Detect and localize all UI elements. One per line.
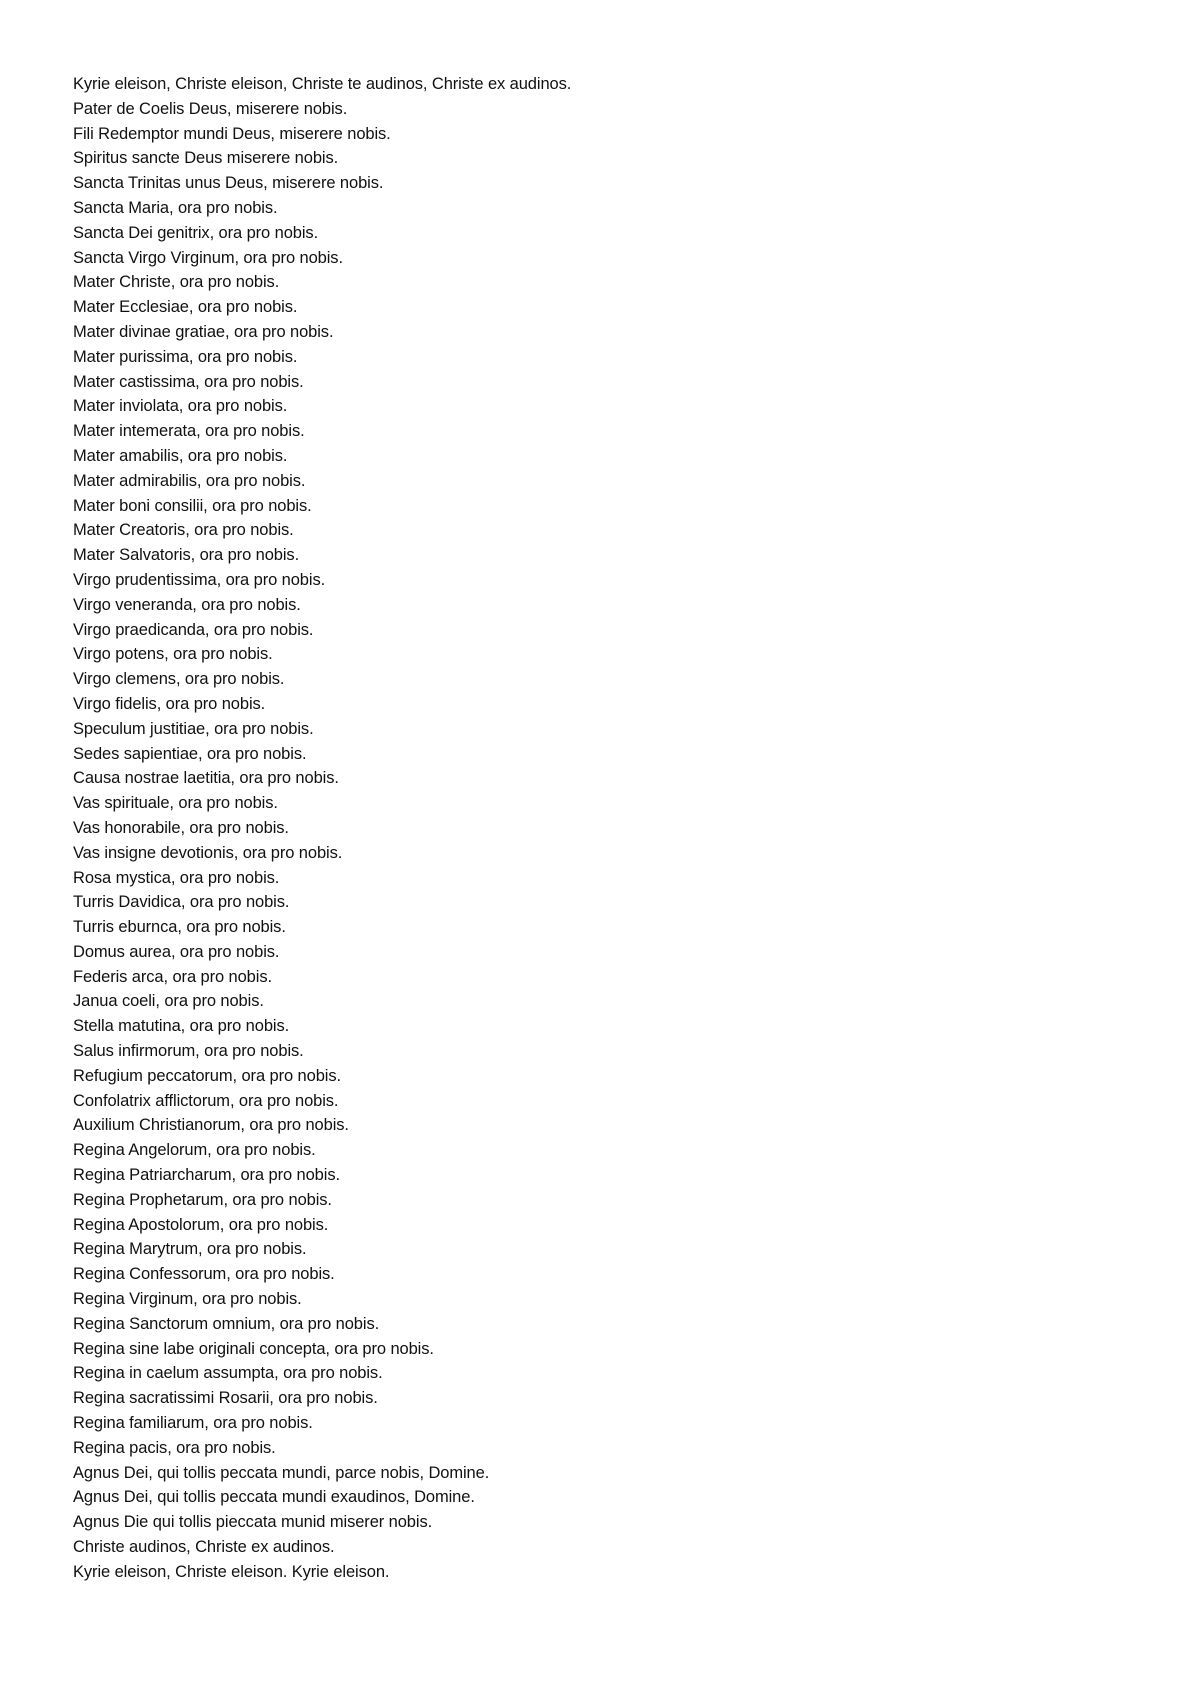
text-line: Stella matutina, ora pro nobis. — [73, 1017, 290, 1036]
text-line: Regina Confessorum, ora pro nobis. — [73, 1265, 335, 1284]
text-line: Virgo clemens, ora pro nobis. — [73, 670, 285, 689]
text-line: Virgo veneranda, ora pro nobis. — [73, 595, 301, 614]
text-line: Domus aurea, ora pro nobis. — [73, 942, 280, 961]
text-line: Regina Apostolorum, ora pro nobis. — [73, 1215, 329, 1234]
text-line: Mater purissima, ora pro nobis. — [73, 347, 298, 366]
text-line: Regina sine labe originali concepta, ora pro nobis. — [73, 1339, 434, 1358]
text-line: Sedes sapientiae, ora pro nobis. — [73, 744, 307, 763]
text-line: Vas spirituale, ora pro nobis. — [73, 794, 278, 813]
text-line: Agnus Dei, qui tollis peccata mundi exaudinos, Domine. — [73, 1488, 475, 1507]
text-line: Turris eburnca, ora pro nobis. — [73, 918, 286, 937]
text-line: Fili Redemptor mundi Deus, miserere nobis. — [73, 124, 391, 143]
text-line: Regina in caelum assumpta, ora pro nobis. — [73, 1364, 383, 1383]
text-line: Virgo prudentissima, ora pro nobis. — [73, 570, 326, 589]
text-line: Virgo fidelis, ora pro nobis. — [73, 694, 266, 713]
text-line: Spiritus sancte Deus miserere nobis. — [73, 149, 339, 168]
text-line: Vas honorabile, ora pro nobis. — [73, 818, 289, 837]
text-line: Regina Sanctorum omnium, ora pro nobis. — [73, 1314, 380, 1333]
text-line: Janua coeli, ora pro nobis. — [73, 992, 264, 1011]
text-line: Mater castissima, ora pro nobis. — [73, 372, 304, 391]
text-line: Sancta Maria, ora pro nobis. — [73, 198, 278, 217]
text-line: Turris Davidica, ora pro nobis. — [73, 893, 290, 912]
text-line: Agnus Dei, qui tollis peccata mundi, parce nobis, Domine. — [73, 1463, 490, 1482]
text-line: Regina sacratissimi Rosarii, ora pro nobis. — [73, 1389, 378, 1408]
text-line: Regina pacis, ora pro nobis. — [73, 1438, 276, 1457]
text-line: Agnus Die qui tollis pieccata munid miserer nobis. — [73, 1513, 433, 1532]
text-line: Mater Creatoris, ora pro nobis. — [73, 521, 294, 540]
text-line: Causa nostrae laetitia, ora pro nobis. — [73, 769, 339, 788]
text-line: Kyrie eleison, Christe eleison, Christe te audinos, Christe ex audinos. — [73, 75, 572, 93]
text-line: Regina Virginum, ora pro nobis. — [73, 1290, 302, 1309]
text-line: Federis arca, ora pro nobis. — [73, 967, 272, 986]
text-line: Mater amabilis, ora pro nobis. — [73, 446, 288, 465]
text-line: Speculum justitiae, ora pro nobis. — [73, 719, 314, 738]
text-line: Sancta Virgo Virginum, ora pro nobis. — [73, 248, 343, 267]
text-line: Sancta Trinitas unus Deus, miserere nobis. — [73, 174, 384, 193]
text-line: Auxilium Christianorum, ora pro nobis. — [73, 1116, 349, 1135]
text-line: Regina familiarum, ora pro nobis. — [73, 1414, 313, 1433]
litany-text — [73, 72, 1133, 1585]
text-line: Rosa mystica, ora pro nobis. — [73, 868, 280, 887]
text-line: Pater de Coelis Deus, miserere nobis. — [73, 99, 348, 118]
text-line: Mater Christe, ora pro nobis. — [73, 273, 280, 292]
text-line: Sancta Dei genitrix, ora pro nobis. — [73, 223, 319, 242]
text-line: Vas insigne devotionis, ora pro nobis. — [73, 843, 343, 862]
text-line: Refugium peccatorum, ora pro nobis. — [73, 1066, 341, 1085]
text-line: Confolatrix afflictorum, ora pro nobis. — [73, 1091, 339, 1110]
text-line: Christe audinos, Christe ex audinos. — [73, 1538, 335, 1557]
text-line: Virgo potens, ora pro nobis. — [73, 645, 273, 664]
text-line: Virgo praedicanda, ora pro nobis. — [73, 620, 314, 639]
text-line: Kyrie eleison, Christe eleison. Kyrie eleison. — [73, 1562, 390, 1581]
text-line: Mater boni consilii, ora pro nobis. — [73, 496, 312, 515]
text-line: Mater Ecclesiae, ora pro nobis. — [73, 298, 298, 317]
text-line: Mater divinae gratiae, ora pro nobis. — [73, 322, 334, 341]
text-line: Mater Salvatoris, ora pro nobis. — [73, 546, 300, 565]
text-line: Salus infirmorum, ora pro nobis. — [73, 1042, 304, 1061]
text-line: Regina Prophetarum, ora pro nobis. — [73, 1190, 332, 1209]
text-line: Mater admirabilis, ora pro nobis. — [73, 471, 306, 490]
text-line: Mater inviolata, ora pro nobis. — [73, 397, 288, 416]
text-line: Mater intemerata, ora pro nobis. — [73, 422, 305, 441]
text-line: Regina Marytrum, ora pro nobis. — [73, 1240, 307, 1259]
text-line: Regina Angelorum, ora pro nobis. — [73, 1141, 316, 1160]
text-line: Regina Patriarcharum, ora pro nobis. — [73, 1166, 340, 1185]
